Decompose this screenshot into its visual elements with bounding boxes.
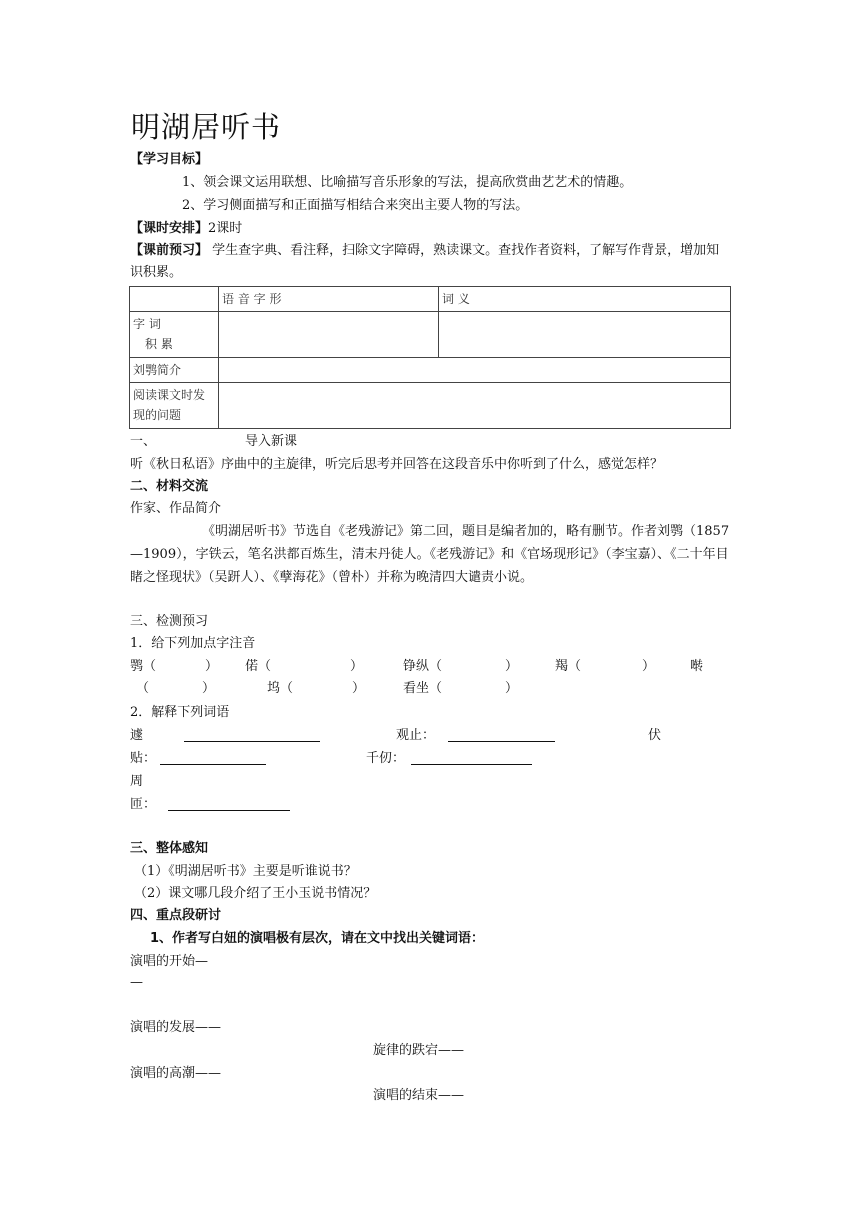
word-label: 千仞： xyxy=(366,751,406,766)
table-row-label: 刘鹗简介 xyxy=(130,358,219,383)
pinyin-item: 啭 xyxy=(690,659,704,674)
table-cell-blank[interactable] xyxy=(439,312,731,358)
section1-text: 听《秋日私语》序曲中的主旋律，听完后思考并回答在这段音乐中你听到了什么，感觉怎样？ xyxy=(130,457,664,472)
preview-heading: 【课前预习】 xyxy=(130,243,209,258)
answer-line[interactable] xyxy=(411,764,532,765)
answer-line[interactable] xyxy=(168,810,290,811)
table-cell-blank[interactable] xyxy=(219,358,731,383)
row-label-line: 现的问题 xyxy=(133,408,182,422)
goal-item-2: 2、学习侧面描写和正面描写相结合来突出主要人物的写法。 xyxy=(182,198,529,213)
table-cell-blank[interactable] xyxy=(219,312,439,358)
section4-q1: （1）《明湖居听书》主要是听谁说书？ xyxy=(134,864,357,879)
answer-line[interactable] xyxy=(448,741,555,742)
section2-text: 《明湖居听书》节选自《老残游记》第二回，题目是编者加的，略有删节。作者刘鹗（1857 —1909），字铁云，笔名洪都百炼生，清末丹徒人。《老残游记》和《官场现形记》（李宝嘉）、《二十年目睹之怪现状》（吴趼人）、《孽海花》（曾朴）并称为晚清四大谴责小说。 xyxy=(130,524,730,585)
table-cell-blank[interactable] xyxy=(219,383,731,429)
pinyin-item: ） xyxy=(352,681,366,696)
goals-heading: 【学习目标】 xyxy=(130,152,209,167)
pinyin-item: ） xyxy=(642,659,656,674)
word-label: 贴： xyxy=(130,751,157,766)
pinyin-item: 坞（ xyxy=(267,681,294,696)
pinyin-item: 铮纵（ xyxy=(403,659,443,674)
goal-item-1: 1、领会课文运用联想、比喻描写音乐形象的写法，提高欣赏曲艺艺术的情趣。 xyxy=(182,175,633,190)
stage-line: 演唱的发展—— xyxy=(130,1020,222,1035)
section2-title: 二、材料交流 xyxy=(130,479,209,494)
row-label-line: 积 累 xyxy=(145,337,173,351)
pinyin-item: ） xyxy=(202,681,216,696)
row-label-line: 字 词 xyxy=(133,317,161,331)
preview-paragraph xyxy=(130,240,730,284)
pinyin-item: ） xyxy=(505,681,519,696)
pinyin-item: 看坐（ xyxy=(403,681,443,696)
row-label-line: 阅读课文时发 xyxy=(133,388,206,402)
section4-title: 三、整体感知 xyxy=(130,841,209,856)
schedule-value: 2课时 xyxy=(208,221,243,236)
section4-q2: （2）课文哪几段介绍了王小玉说书情况？ xyxy=(134,886,377,901)
section1-num: 一、 xyxy=(130,434,157,449)
section3-title: 三、检测预习 xyxy=(130,614,209,629)
table-row xyxy=(130,312,731,358)
section5-title: 四、重点段研讨 xyxy=(130,908,222,923)
word-label: 遽 xyxy=(130,728,144,743)
word-label: 观止： xyxy=(396,728,436,743)
pinyin-item: ） xyxy=(505,659,519,674)
schedule-heading: 【课时安排】 xyxy=(130,221,209,236)
section3-q2: 2．解释下列词语 xyxy=(130,705,230,720)
preview-text: 学生查字典、看注释，扫除文字障碍，熟读课文。查找作者资料，了解写作背景，增加知识积累。 xyxy=(130,243,720,280)
preview-table xyxy=(129,286,731,429)
pinyin-item: ） xyxy=(350,659,364,674)
table-row xyxy=(130,383,731,429)
pinyin-item: 鹗（ xyxy=(130,659,157,674)
stage-line: 演唱的高潮—— xyxy=(130,1066,222,1081)
schedule-line xyxy=(130,221,242,237)
table-header-cell xyxy=(130,287,219,312)
table-header-cell: 词 义 xyxy=(439,287,731,312)
table-header-cell: 语 音 字 形 xyxy=(219,287,439,312)
table-header-row xyxy=(130,287,731,312)
table-row xyxy=(130,358,731,383)
pinyin-item: 偌（ xyxy=(245,659,272,674)
section1-title: 导入新课 xyxy=(245,434,298,449)
pinyin-item: 羯（ xyxy=(555,659,582,674)
word-label: 匝： xyxy=(130,797,157,812)
section5-q1: 1、作者写白妞的演唱极有层次，请在文中找出关键词语： xyxy=(150,931,485,946)
answer-line[interactable] xyxy=(184,741,320,742)
pinyin-item: ） xyxy=(205,659,219,674)
stage-line: 旋律的跌宕—— xyxy=(373,1043,465,1058)
word-label: 伏 xyxy=(648,728,662,743)
section3-q1: 1．给下列加点字注音 xyxy=(130,636,256,651)
stage-line: — xyxy=(130,975,143,990)
page-title: 明湖居听书 xyxy=(131,110,282,144)
table-row-label xyxy=(130,312,219,358)
table-row-label xyxy=(130,383,219,429)
stage-line: 演唱的开始— xyxy=(130,954,209,969)
stage-line: 演唱的结束—— xyxy=(373,1088,465,1103)
section2-sub: 作家、作品简介 xyxy=(130,501,222,516)
pinyin-item: （ xyxy=(136,681,150,696)
word-label: 周 xyxy=(130,774,144,789)
answer-line[interactable] xyxy=(160,764,266,765)
